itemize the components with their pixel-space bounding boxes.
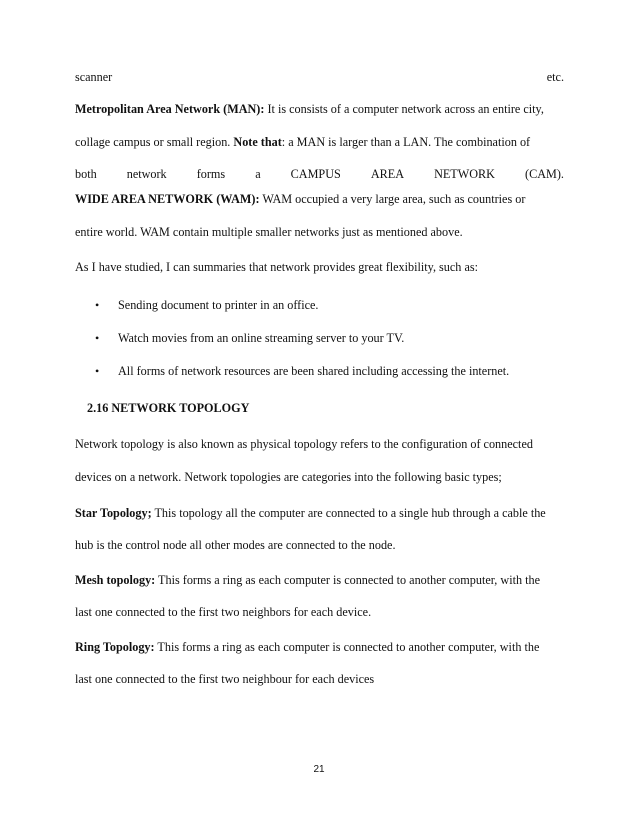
ring-term: Ring Topology:	[75, 640, 155, 654]
text-scanner: scanner	[75, 70, 113, 84]
man-text-part: collage campus or small region.	[75, 135, 234, 149]
ring-definition: This forms a ring as each computer is connected to another computer, with the	[154, 640, 540, 654]
ring-text: last one connected to the first two neighbour for each devices	[75, 672, 375, 686]
bullet-text: Watch movies from an online streaming server to your TV.	[118, 331, 405, 345]
bullet-text: Sending document to printer in an office.	[118, 298, 319, 312]
wan-term: WIDE AREA NETWORK (WAM):	[75, 192, 260, 206]
word: AREA	[370, 167, 405, 181]
text-line-scanner	[75, 70, 564, 85]
star-definition: This topology all the computer are connected to a single hub through a cable the	[151, 506, 546, 520]
star-topology-line2	[75, 538, 564, 553]
man-definition: It is consists of a computer network across an entire city,	[264, 102, 544, 116]
note-label: Note that	[233, 135, 282, 149]
topology-intro-text: devices on a network. Network topologies are categories into the following basic types;	[75, 470, 502, 484]
star-topology-line1	[75, 506, 564, 521]
man-term: Metropolitan Area Network (MAN):	[75, 102, 265, 116]
page-number: 21	[313, 764, 325, 775]
word: CAMPUS	[290, 167, 341, 181]
star-term: Star Topology;	[75, 506, 152, 520]
star-text: hub is the control node all other modes are connected to the node.	[75, 538, 396, 552]
topology-intro-line2	[75, 470, 564, 485]
mesh-term: Mesh topology:	[75, 573, 156, 587]
paragraph-man-line1	[75, 102, 564, 117]
paragraph-wan-line2	[75, 225, 564, 240]
word: a	[255, 167, 261, 181]
ring-topology-line2	[75, 672, 564, 687]
mesh-topology-line1	[75, 573, 564, 588]
mesh-text: last one connected to the first two neighbors for each device.	[75, 605, 372, 619]
ring-topology-line1	[75, 640, 564, 655]
section-heading: 2.16 NETWORK TOPOLOGY	[87, 401, 250, 415]
wan-text: entire world. WAM contain multiple smaller networks just as mentioned above.	[75, 225, 463, 239]
word: (CAM).	[525, 167, 564, 181]
text-etc: etc.	[546, 70, 564, 84]
summary-line	[75, 260, 564, 275]
paragraph-man-line2	[75, 135, 564, 150]
mesh-topology-line2	[75, 605, 564, 620]
topology-intro-text: Network topology is also known as physical topology refers to the configuration of connected	[75, 437, 533, 451]
mesh-definition: This forms a ring as each computer is connected to another computer, with the	[155, 573, 541, 587]
summary-text: As I have studied, I can summaries that network provides great flexibility, such as:	[75, 260, 478, 274]
word: forms	[196, 167, 226, 181]
wan-definition: WAM occupied a very large area, such as countries or	[259, 192, 526, 206]
paragraph-wan-line1	[75, 192, 564, 207]
word: network	[126, 167, 167, 181]
word: both	[75, 167, 97, 181]
word: NETWORK	[434, 167, 495, 181]
topology-intro-line1	[75, 437, 564, 452]
paragraph-man-line3	[75, 167, 564, 182]
note-text: : a MAN is larger than a LAN. The combination of	[281, 135, 531, 149]
bullet-text: All forms of network resources are been shared including accessing the internet.	[118, 364, 510, 378]
